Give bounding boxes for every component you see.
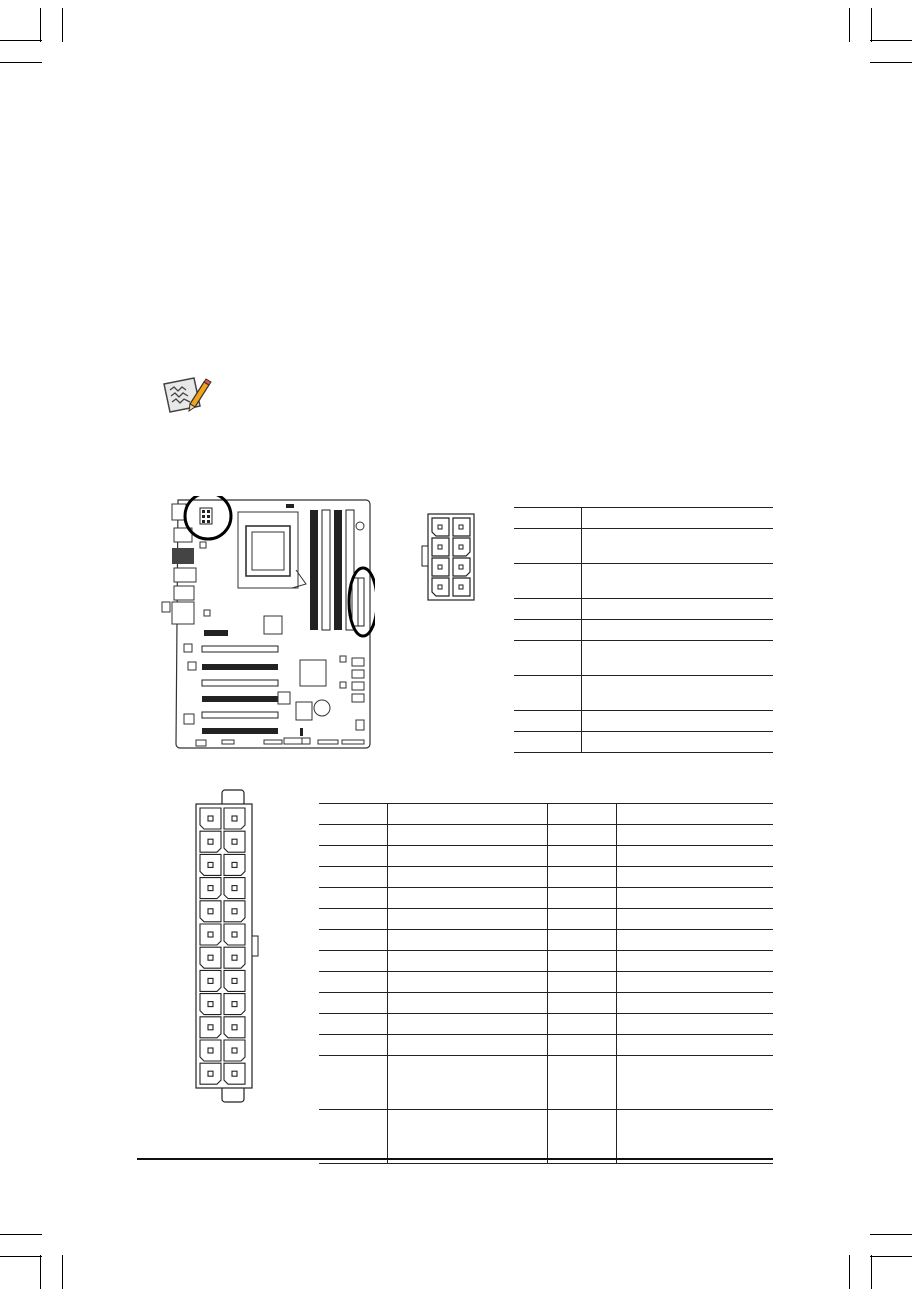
- table-cell: [617, 1014, 774, 1035]
- table-cell: [548, 930, 617, 951]
- table-row: [319, 846, 773, 867]
- table-row: [514, 508, 773, 529]
- atx-24pin-table: [319, 803, 773, 1164]
- table-cell: [617, 888, 774, 909]
- table-cell: [388, 993, 548, 1014]
- table-cell: [548, 825, 617, 846]
- table-cell: [319, 1110, 388, 1164]
- table-cell: [548, 867, 617, 888]
- connector-pin-contact: [208, 1025, 213, 1030]
- connector-pin-contact: [208, 816, 213, 821]
- connector-pin-contact: [232, 886, 237, 891]
- table-cell: [388, 846, 548, 867]
- table-cell: [388, 888, 548, 909]
- table-cell: [388, 1035, 548, 1056]
- table-cell: [548, 888, 617, 909]
- table-row: [319, 930, 773, 951]
- table-cell: [388, 930, 548, 951]
- table-cell: [548, 972, 617, 993]
- table-cell: [617, 972, 774, 993]
- connector-8pin-diagram: [418, 510, 480, 602]
- table-row: [319, 804, 773, 825]
- table-row: [514, 732, 773, 753]
- table-row: [514, 711, 773, 732]
- connector-pin-contact: [232, 978, 237, 983]
- table-cell: [388, 951, 548, 972]
- table-cell: [319, 993, 388, 1014]
- connector-pin-contact: [208, 1002, 213, 1007]
- table-cell: [548, 909, 617, 930]
- table-cell: [388, 909, 548, 930]
- table-cell: [548, 951, 617, 972]
- table-cell: [319, 1014, 388, 1035]
- connector-pin-contact: [208, 932, 213, 937]
- table-row: [319, 1014, 773, 1035]
- table-row: [319, 1110, 773, 1164]
- table-cell: [548, 1110, 617, 1164]
- table-row: [514, 641, 773, 676]
- table-cell: [617, 1110, 774, 1164]
- table-cell: [319, 867, 388, 888]
- table-cell: [617, 1035, 774, 1056]
- table-cell: [548, 1056, 617, 1110]
- table-row: [319, 951, 773, 972]
- connector-pin-contact: [208, 886, 213, 891]
- table-cell: [617, 867, 774, 888]
- table-cell: [319, 930, 388, 951]
- table-row: [319, 972, 773, 993]
- connector-pin-contact: [208, 839, 213, 844]
- table-cell: [548, 1014, 617, 1035]
- motherboard-diagram: [160, 496, 375, 752]
- connector-24pin-diagram: [190, 788, 262, 1104]
- table-cell: [319, 825, 388, 846]
- connector-pin-contact: [208, 978, 213, 983]
- table-cell: [388, 825, 548, 846]
- table-row: [319, 909, 773, 930]
- table-cell: [388, 804, 548, 825]
- table-cell: [388, 1014, 548, 1035]
- connector-pin-contact: [208, 909, 213, 914]
- table-cell: [617, 825, 774, 846]
- table-cell: [319, 951, 388, 972]
- table-cell: [319, 888, 388, 909]
- table-cell: [388, 867, 548, 888]
- table-cell: [548, 993, 617, 1014]
- note-pencil-icon: [160, 374, 212, 416]
- footer-rule: [137, 1158, 773, 1160]
- table-row: [514, 564, 773, 599]
- connector-pin-contact: [232, 1025, 237, 1030]
- table-row: [514, 529, 773, 564]
- connector-pin-contact: [232, 932, 237, 937]
- table-cell: [319, 1035, 388, 1056]
- table-cell: [617, 909, 774, 930]
- connector-pin-contact: [232, 1048, 237, 1053]
- table-cell: [617, 804, 774, 825]
- table-cell: [617, 846, 774, 867]
- connector-pin-contact: [232, 816, 237, 821]
- table-cell: [319, 804, 388, 825]
- connector-pin-contact: [232, 1071, 237, 1076]
- table-cell: [319, 846, 388, 867]
- table-cell: [388, 1110, 548, 1164]
- table-row: [514, 620, 773, 641]
- table-row: [319, 1035, 773, 1056]
- connector-pin-contact: [208, 955, 213, 960]
- table-cell: [319, 1056, 388, 1110]
- table-row: [319, 993, 773, 1014]
- connector-pin-contact: [232, 909, 237, 914]
- table-cell: [617, 951, 774, 972]
- table-cell: [388, 1056, 548, 1110]
- connector-pin-contact: [208, 1048, 213, 1053]
- connector-pin-contact: [208, 1071, 213, 1076]
- connector-pin-contact: [208, 862, 213, 867]
- table-cell: [548, 1035, 617, 1056]
- table-row: [319, 825, 773, 846]
- connector-pin-contact: [232, 839, 237, 844]
- table-row: [514, 599, 773, 620]
- connector-pin-contact: [232, 862, 237, 867]
- table-row: [319, 888, 773, 909]
- table-cell: [548, 846, 617, 867]
- table-row: [319, 867, 773, 888]
- table-cell: [319, 972, 388, 993]
- connector-pin-contact: [232, 955, 237, 960]
- table-cell: [617, 1056, 774, 1110]
- table-cell: [388, 972, 548, 993]
- table-cell: [319, 909, 388, 930]
- table-cell: [617, 930, 774, 951]
- atx-12v-pin-table: [514, 507, 773, 753]
- table-row: [514, 676, 773, 711]
- table-row: [319, 1056, 773, 1110]
- table-cell: [617, 993, 774, 1014]
- table-cell: [548, 804, 617, 825]
- connector-pin-contact: [232, 1002, 237, 1007]
